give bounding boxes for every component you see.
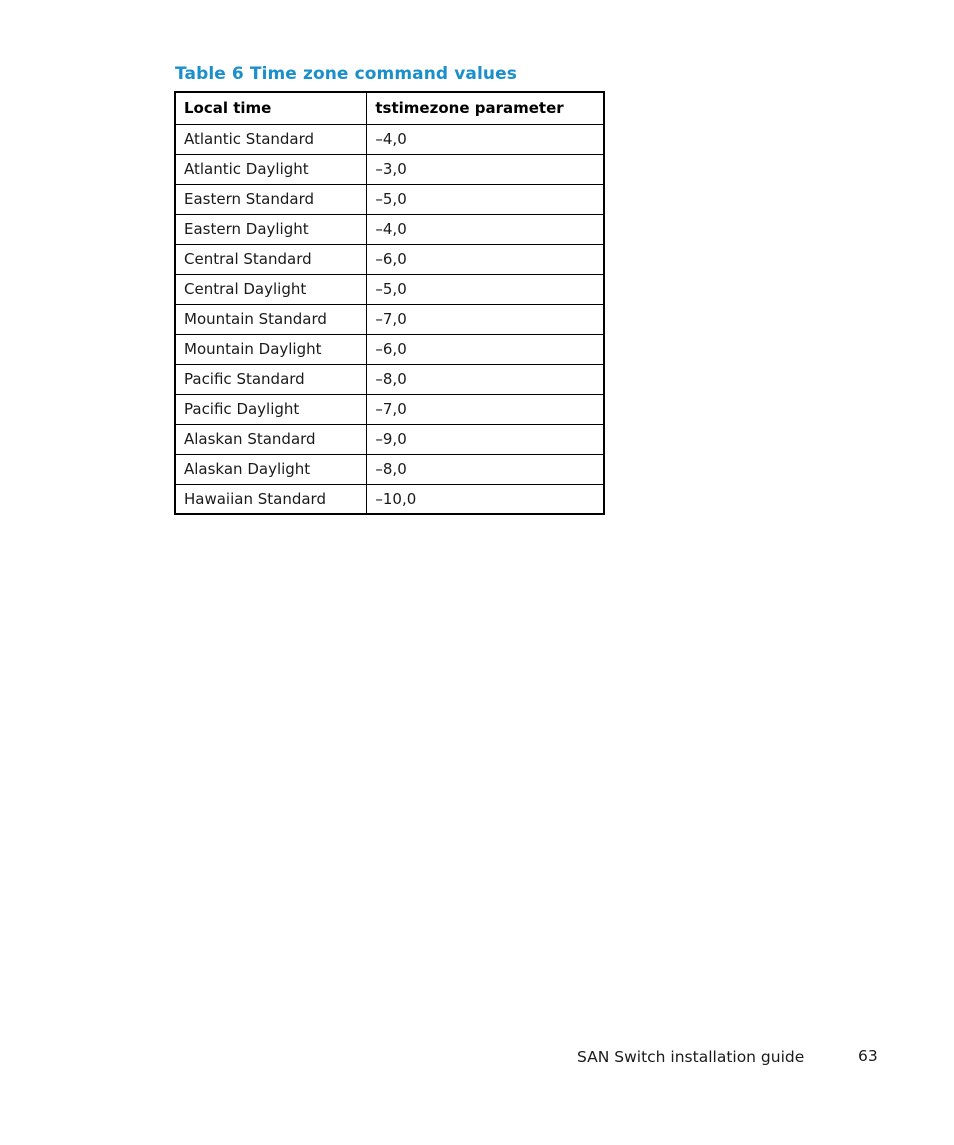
table-header-row — [175, 92, 604, 124]
parameter-cell: –5,0 — [367, 184, 604, 214]
column-header-local-time: Local time — [175, 92, 367, 124]
local-time-cell: Eastern Standard — [175, 184, 367, 214]
footer-document-title: SAN Switch installation guide — [577, 1048, 805, 1066]
table-row — [175, 184, 604, 214]
local-time-cell: Pacific Daylight — [175, 394, 367, 424]
parameter-cell: –3,0 — [367, 154, 604, 184]
parameter-cell: –7,0 — [367, 304, 604, 334]
column-header-tstimezone-parameter: tstimezone parameter — [367, 92, 604, 124]
local-time-cell: Mountain Daylight — [175, 334, 367, 364]
table-row — [175, 214, 604, 244]
table-row — [175, 454, 604, 484]
parameter-cell: –6,0 — [367, 334, 604, 364]
local-time-cell: Pacific Standard — [175, 364, 367, 394]
parameter-cell: –4,0 — [367, 214, 604, 244]
parameter-cell: –8,0 — [367, 454, 604, 484]
table-row — [175, 124, 604, 154]
table-row — [175, 244, 604, 274]
local-time-cell: Central Daylight — [175, 274, 367, 304]
local-time-cell: Mountain Standard — [175, 304, 367, 334]
table-row — [175, 484, 604, 514]
local-time-cell: Eastern Daylight — [175, 214, 367, 244]
table-row — [175, 424, 604, 454]
local-time-cell: Alaskan Standard — [175, 424, 367, 454]
page-number: 63 — [858, 1047, 878, 1065]
table-caption: Table 6 Time zone command values — [175, 64, 517, 84]
table-row — [175, 334, 604, 364]
parameter-cell: –6,0 — [367, 244, 604, 274]
local-time-cell: Alaskan Daylight — [175, 454, 367, 484]
table-row — [175, 304, 604, 334]
local-time-cell: Hawaiian Standard — [175, 484, 367, 514]
local-time-cell: Atlantic Daylight — [175, 154, 367, 184]
local-time-cell: Central Standard — [175, 244, 367, 274]
time-zone-table — [174, 91, 605, 515]
table-row — [175, 394, 604, 424]
local-time-cell: Atlantic Standard — [175, 124, 367, 154]
parameter-cell: –9,0 — [367, 424, 604, 454]
table-row — [175, 364, 604, 394]
parameter-cell: –10,0 — [375, 489, 417, 508]
table-row — [175, 154, 604, 184]
table-row — [175, 274, 604, 304]
parameter-cell: –5,0 — [367, 274, 604, 304]
parameter-cell: –7,0 — [367, 394, 604, 424]
parameter-cell: –8,0 — [367, 364, 604, 394]
parameter-cell: –4,0 — [367, 124, 604, 154]
